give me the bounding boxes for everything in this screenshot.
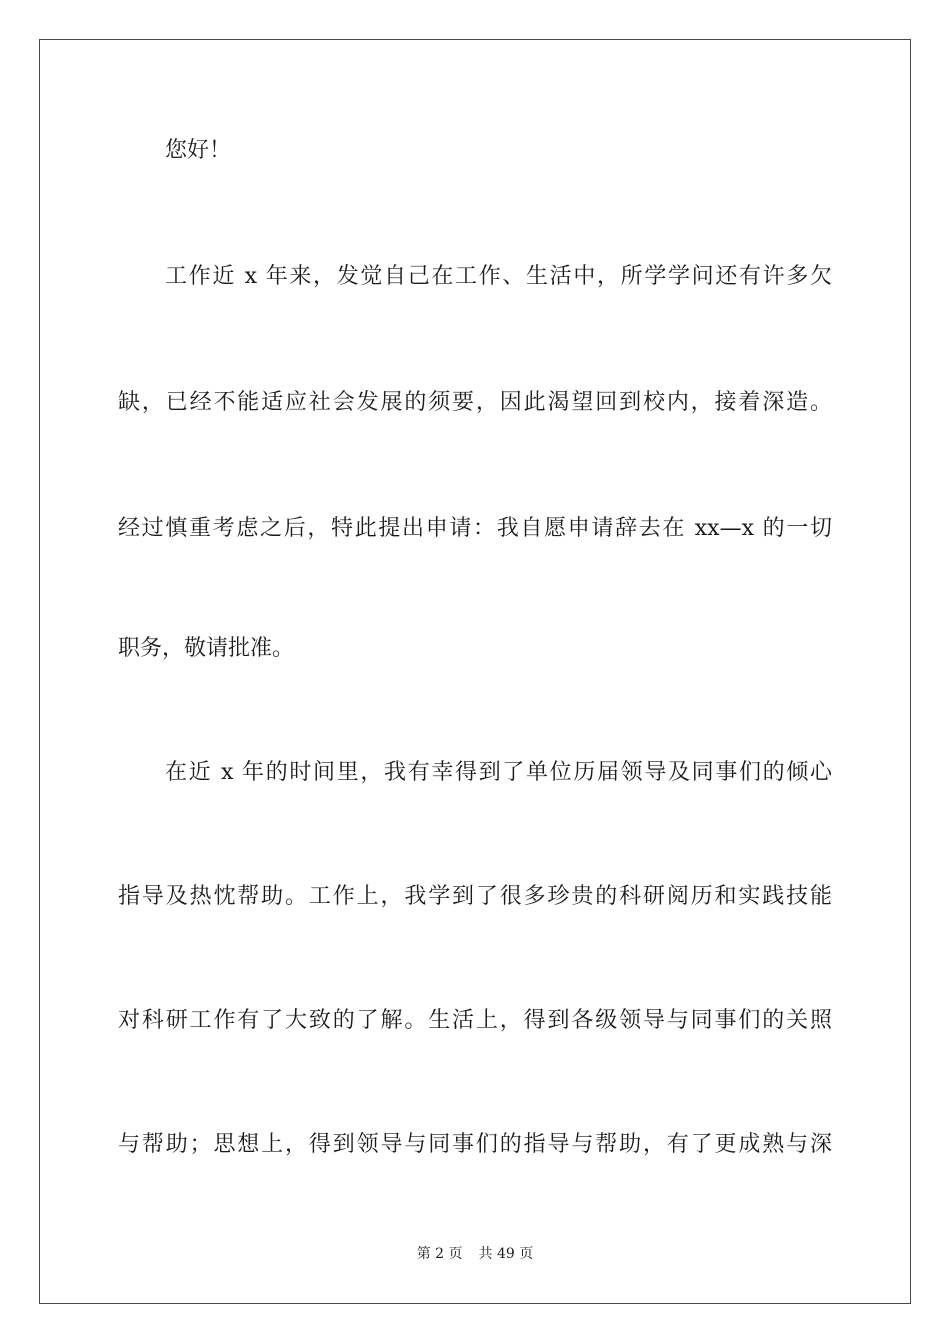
paragraph-2-line-4: 与帮助；思想上，得到领导与同事们的指导与帮助，有了更成熟与深 [118, 1132, 832, 1157]
page-frame [39, 39, 911, 1304]
paragraph-2-line-2: 指导及热忱帮助。工作上，我学到了很多珍贵的科研阅历和实践技能 [118, 884, 832, 909]
paragraph-2-line-3: 对科研工作有了大致的了解。生活上，得到各级领导与同事们的关照 [118, 1008, 832, 1033]
paragraph-1-line-1: 工作近 x 年来，发觉自己在工作、生活中，所学学问还有许多欠 [165, 264, 832, 289]
paragraph-1-line-2: 缺，已经不能适应社会发展的须要，因此渴望回到校内，接着深造。 [118, 390, 832, 415]
paragraph-1-line-3: 经过慎重考虑之后，特此提出申请：我自愿申请辞去在 xx—x 的一切 [118, 516, 832, 541]
page-total: 共 49 页 [478, 1246, 534, 1262]
greeting-line: 您好！ [165, 138, 232, 163]
page-number: 第 2 页 [416, 1246, 463, 1262]
paragraph-2-line-1: 在近 x 年的时间里，我有幸得到了单位历届领导及同事们的倾心 [165, 760, 832, 785]
page-footer [0, 1244, 950, 1264]
paragraph-1-line-4: 职务，敬请批准。 [118, 636, 295, 661]
